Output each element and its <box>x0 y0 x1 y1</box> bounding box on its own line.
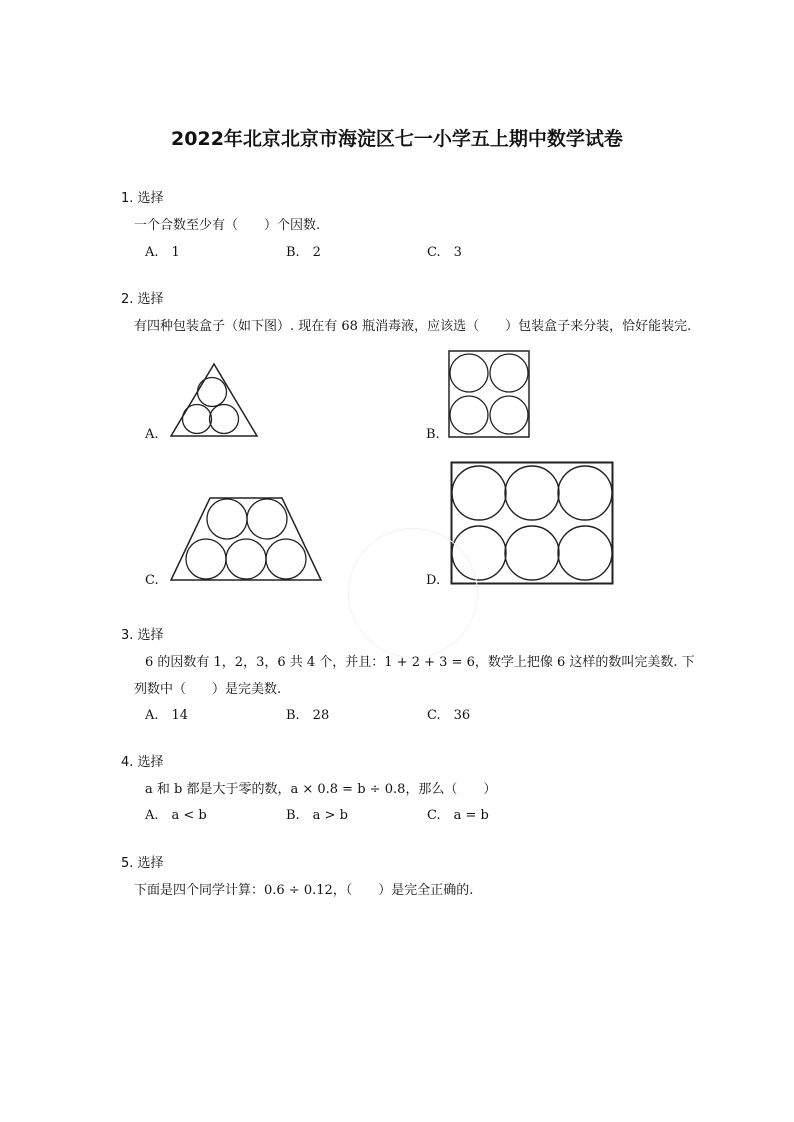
q5-heading: 5. 选择 <box>121 856 164 871</box>
q3-option-b[interactable]: B. 28 <box>286 708 330 723</box>
faint-watermark-circle <box>348 528 478 658</box>
q2-figure-label-b[interactable]: B. <box>426 427 440 442</box>
rectangle-box-figure <box>450 461 614 585</box>
q3-option-a[interactable]: A. 14 <box>145 708 189 723</box>
q5-text: 下面是四个同学计算：0.6 ÷ 0.12，（ ）是完全正确的. <box>134 883 474 898</box>
q4-text: a 和 b 都是大于零的数，a × 0.8 = b ÷ 0.8，那么（ ） <box>145 782 497 797</box>
triangle-box-figure <box>168 362 260 438</box>
page-title: 2022年北京北京市海淀区七一小学五上期中数学试卷 <box>171 128 623 150</box>
q2-figure-label-a[interactable]: A. <box>145 427 159 442</box>
q1-option-b[interactable]: B. 2 <box>286 245 321 260</box>
q4-heading: 4. 选择 <box>121 755 164 770</box>
q3-option-c[interactable]: C. 36 <box>427 708 471 723</box>
q3-text-line2: 列数中（ ）是完美数. <box>134 682 282 697</box>
q1-heading: 1. 选择 <box>121 191 164 206</box>
q2-heading: 2. 选择 <box>121 292 164 307</box>
trapezoid-box-figure <box>168 496 324 582</box>
q1-text: 一个合数至少有（ ）个因数. <box>134 218 321 233</box>
q2-figure-label-d[interactable]: D. <box>426 573 441 588</box>
q1-option-a[interactable]: A. 1 <box>145 245 180 260</box>
q2-text: 有四种包装盒子（如下图）. 现在有 68 瓶消毒液，应该选（ ）包装盒子来分装，恰好能装完. <box>134 319 692 334</box>
q1-option-c[interactable]: C. 3 <box>427 245 462 260</box>
q2-figure-label-c[interactable]: C. <box>145 573 159 588</box>
q3-heading: 3. 选择 <box>121 628 164 643</box>
q3-text-line1: 6 的因数有 1，2，3，6 共 4 个，并且：1 + 2 + 3 = 6，数学上把像 6 这样的数叫完美数. 下 <box>145 655 695 670</box>
q4-option-b[interactable]: B. a > b <box>286 808 348 823</box>
q4-option-a[interactable]: A. a < b <box>145 808 207 823</box>
q4-option-c[interactable]: C. a = b <box>427 808 489 823</box>
square-box-figure <box>448 350 530 438</box>
